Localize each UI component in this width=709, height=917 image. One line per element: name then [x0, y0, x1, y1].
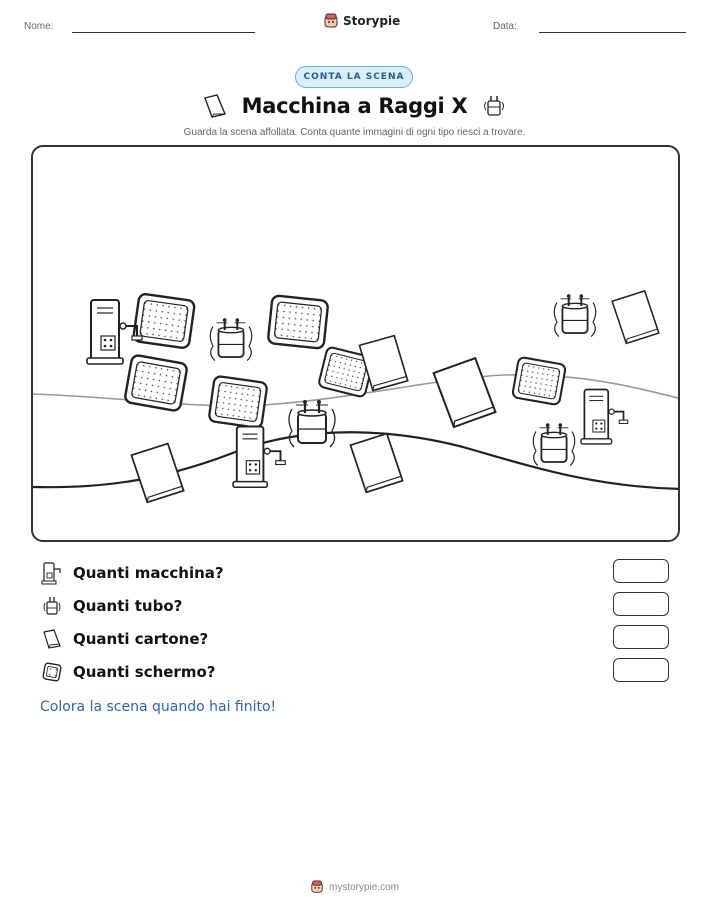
screen-icon	[40, 659, 64, 685]
question-row-tube	[40, 593, 182, 619]
scene-panel	[31, 145, 680, 542]
question-row-cardboard	[40, 626, 208, 652]
footer-url[interactable]: mystorypie.com	[328, 881, 399, 893]
answer-box-cardboard[interactable]	[613, 625, 669, 649]
cardboard-icon	[40, 626, 64, 652]
name-field[interactable]	[72, 32, 255, 33]
page-title: Macchina a Raggi X	[241, 94, 468, 118]
brand-name: Storypie	[343, 14, 401, 28]
tube-icon	[40, 593, 64, 619]
answer-box-machine[interactable]	[613, 559, 669, 583]
cardboard-icon	[202, 92, 228, 120]
instructions-subtitle: Guarda la scena affollata. Conta quante immagini di ogni tipo riesci a trovare.	[183, 127, 526, 138]
answer-box-screen[interactable]	[613, 658, 669, 682]
date-field[interactable]	[539, 32, 686, 33]
question-text: Quanti tubo?	[73, 597, 183, 615]
footer	[0, 880, 709, 894]
tube-icon	[481, 92, 507, 120]
title-row	[0, 92, 709, 120]
machine-icon	[40, 560, 64, 586]
date-label: Data:	[493, 21, 517, 32]
storypie-mascot-icon	[323, 13, 339, 29]
scene-illustration	[33, 147, 680, 542]
section-badge: CONTA LA SCENA	[295, 66, 413, 88]
name-label: Nome:	[24, 21, 54, 32]
answer-box-tube[interactable]	[613, 592, 669, 616]
brand-logo	[323, 13, 400, 29]
storypie-mascot-icon	[310, 880, 324, 894]
question-text: Quanti macchina?	[73, 564, 224, 582]
question-text: Quanti schermo?	[73, 663, 216, 681]
question-row-machine	[40, 560, 224, 586]
question-text: Quanti cartone?	[73, 630, 209, 648]
question-row-screen	[40, 659, 215, 685]
coloring-instruction: Colora la scena quando hai finito!	[40, 699, 277, 715]
